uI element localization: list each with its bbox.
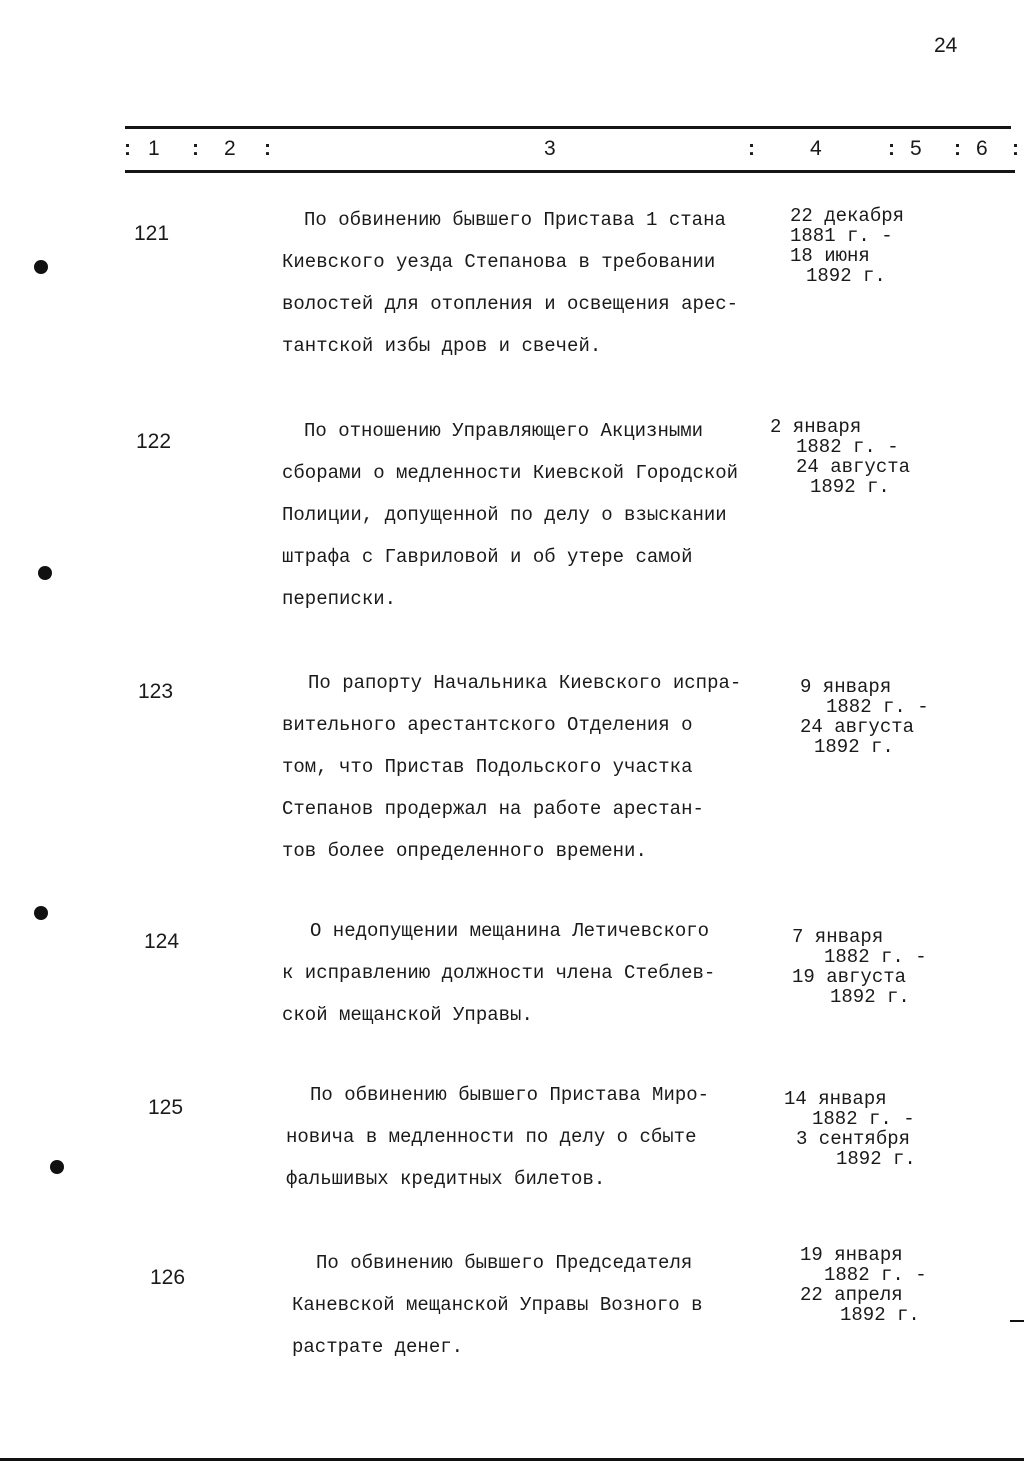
record-dates: [784, 1089, 934, 1169]
start-year: 1882 г. -: [824, 946, 927, 968]
record-description: [282, 910, 792, 1036]
record-dates: [770, 417, 920, 497]
description-line: Киевского уезда Степанова в требовании: [282, 251, 716, 273]
header-rule-top: [125, 126, 1011, 129]
column-header-5: 5: [910, 137, 922, 160]
page-number: 24: [934, 34, 958, 57]
scan-bottom-edge: [0, 1458, 1024, 1461]
record-dates: [790, 206, 940, 286]
description-line: О недопущении мещанина Летичевского: [310, 920, 710, 942]
description-line: том, что Пристав Подольского участка: [282, 756, 693, 778]
description-line: сборами о медленности Киевской Городской: [282, 462, 739, 484]
punch-hole-mark: [50, 1160, 64, 1174]
end-year: 1892 г.: [836, 1148, 916, 1170]
column-separator: :: [748, 137, 755, 160]
description-line: Каневской мещанской Управы Возного в: [292, 1294, 703, 1316]
description-line: к исправлению должности члена Стеблев-: [282, 962, 716, 984]
end-date: 3 сентября: [796, 1128, 911, 1150]
end-date: 19 августа: [792, 966, 907, 988]
description-line: По рапорту Начальника Киевского испра-: [308, 672, 742, 694]
description-line: растрате денег.: [292, 1336, 464, 1358]
record-description: [292, 1242, 802, 1368]
end-year: 1892 г.: [810, 476, 890, 498]
column-header-1: 1: [148, 137, 160, 160]
description-line: По отношению Управляющего Акцизными: [304, 420, 704, 442]
description-line: волостей для отопления и освещения арес-: [282, 293, 739, 315]
start-year: 1882 г. -: [796, 436, 899, 458]
description-line: По обвинению бывшего Председателя: [316, 1252, 693, 1274]
record-dates: [800, 677, 950, 757]
record-number: 122: [136, 430, 172, 453]
record-description: [282, 662, 792, 872]
description-line: Полиции, допущенной по делу о взыскании: [282, 504, 727, 526]
start-date: 19 января: [800, 1244, 903, 1266]
column-separator: :: [1012, 137, 1019, 160]
end-year: 1892 г.: [806, 265, 886, 287]
end-date: 24 августа: [796, 456, 911, 478]
record-number: 123: [138, 680, 174, 703]
description-line: переписки.: [282, 588, 397, 610]
column-header-2: 2: [224, 137, 236, 160]
description-line: тов более определенного времени.: [282, 840, 647, 862]
end-date: 24 августа: [800, 716, 915, 738]
column-header-3: 3: [544, 137, 556, 160]
punch-hole-mark: [34, 260, 48, 274]
description-line: По обвинению бывшего Пристава 1 стана: [304, 209, 726, 231]
start-date: 2 января: [770, 416, 862, 438]
scan-edge-mark: [1010, 1320, 1024, 1322]
description-line: штрафа с Гавриловой и об утере самой: [282, 546, 693, 568]
record-number: 121: [134, 222, 170, 245]
start-year: 1881 г. -: [790, 225, 893, 247]
description-line: Степанов продержал на работе арестан-: [282, 798, 704, 820]
header-rule-bottom: [125, 170, 1015, 173]
record-description: [286, 1074, 796, 1200]
column-header-6: 6: [976, 137, 988, 160]
column-separator: :: [264, 137, 271, 160]
start-year: 1882 г. -: [826, 696, 929, 718]
end-year: 1892 г.: [814, 736, 894, 758]
end-year: 1892 г.: [840, 1304, 920, 1326]
column-separator: :: [954, 137, 961, 160]
end-year: 1892 г.: [830, 986, 910, 1008]
column-separator: :: [888, 137, 895, 160]
description-line: тантской избы дров и свечей.: [282, 335, 602, 357]
start-date: 14 января: [784, 1088, 887, 1110]
record-description: [282, 410, 792, 620]
description-line: вительного арестантского Отделения о: [282, 714, 693, 736]
column-header-4: 4: [810, 137, 822, 160]
start-date: 9 января: [800, 676, 892, 698]
description-line: ской мещанской Управы.: [282, 1004, 533, 1026]
description-line: По обвинению бывшего Пристава Миро-: [310, 1084, 710, 1106]
record-dates: [800, 1245, 950, 1325]
column-separator: :: [192, 137, 199, 160]
record-number: 124: [144, 930, 180, 953]
end-date: 18 июня: [790, 245, 870, 267]
record-description: [282, 199, 792, 367]
start-date: 22 декабря: [790, 205, 905, 227]
punch-hole-mark: [38, 566, 52, 580]
start-year: 1882 г. -: [812, 1108, 915, 1130]
record-dates: [792, 927, 942, 1007]
start-year: 1882 г. -: [824, 1264, 927, 1286]
record-number: 125: [148, 1096, 184, 1119]
start-date: 7 января: [792, 926, 884, 948]
column-separator: :: [124, 137, 131, 160]
punch-hole-mark: [34, 906, 48, 920]
description-line: новича в медленности по делу о сбыте: [286, 1126, 697, 1148]
record-number: 126: [150, 1266, 186, 1289]
description-line: фальшивых кредитных билетов.: [286, 1168, 606, 1190]
end-date: 22 апреля: [800, 1284, 903, 1306]
